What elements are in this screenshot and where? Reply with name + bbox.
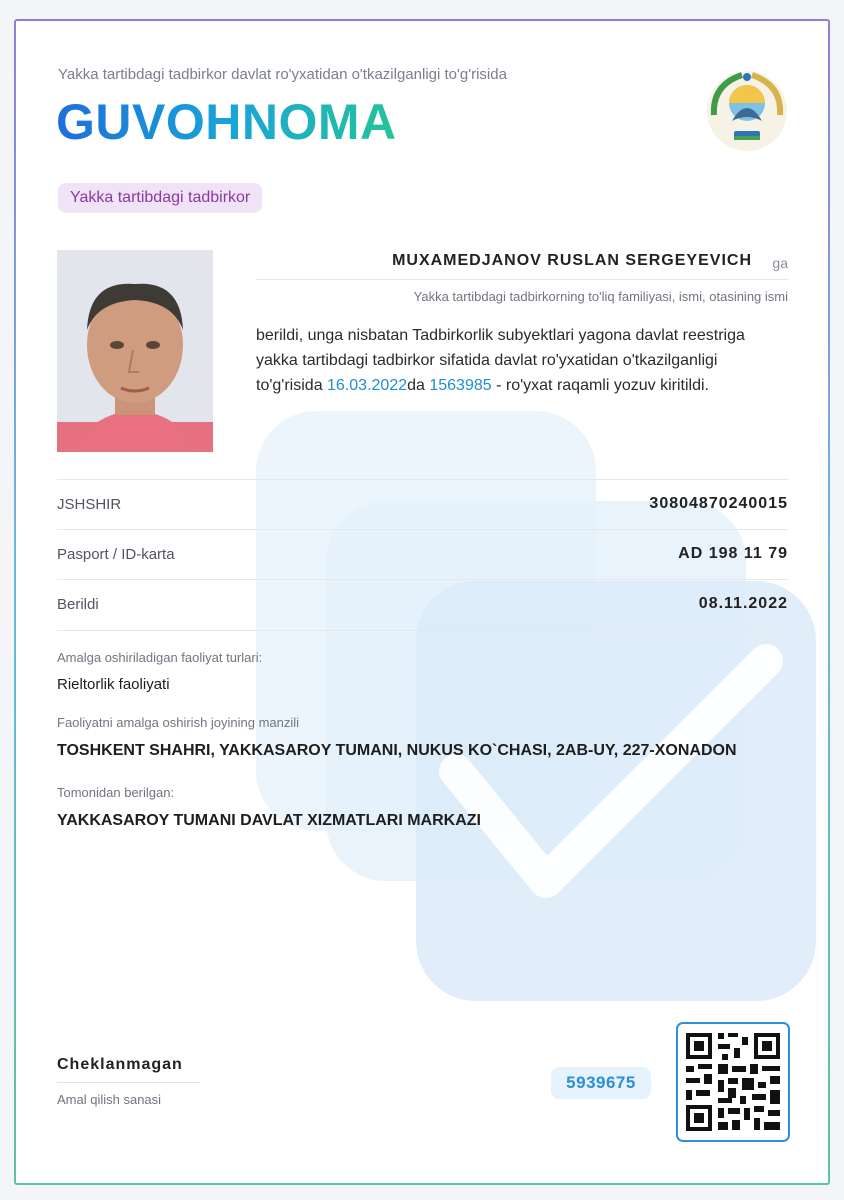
validity-value: Cheklanmagan (57, 1056, 183, 1073)
registration-date: 16.03.2022 (327, 377, 408, 394)
registration-number: 1563985 (429, 377, 492, 394)
detail-label: Pasport / ID-karta (57, 546, 175, 563)
detail-row-passport (57, 529, 788, 580)
owner-photo (57, 250, 213, 452)
statement-text-1: berildi, unga nisbatan Tadbirkorlik subyektlari yagona davlat reestriga yakka tartibdagi tadbirkor sifatida davlat ro'yxatidan o'tkazilganligi to'g'risida (256, 327, 745, 394)
owner-full-name: MUXAMEDJANOV RUSLAN SERGEYEVICH (392, 252, 752, 269)
statement-text-3: - ro'yxat raqamli yozuv kiritildi. (491, 377, 709, 394)
detail-label: Berildi (57, 596, 99, 613)
document-title: GUVOHNOMA (56, 94, 397, 150)
owner-name-divider (256, 279, 788, 280)
detail-value: AD 198 11 79 (678, 545, 788, 562)
entrepreneur-type-badge: Yakka tartibdagi tadbirkor (58, 183, 262, 213)
address-label: Faoliyatni amalga oshirish joyining manzili (57, 715, 300, 730)
validity-divider (57, 1082, 200, 1083)
registration-statement (256, 323, 788, 398)
detail-row-issued (57, 579, 788, 631)
statement-text-2: da (407, 377, 430, 394)
owner-name-caption: Yakka tartibdagi tadbirkorning to'liq familiyasi, ismi, otasining ismi (413, 289, 788, 304)
detail-value: 30804870240015 (649, 495, 788, 512)
certificate-card (14, 19, 830, 1185)
qr-code-icon[interactable] (676, 1022, 790, 1142)
address-value: TOSHKENT SHAHRI, YAKKASAROY TUMANI, NUKUS KO`CHASI, 2AB-UY, 227-XONADON (57, 742, 737, 759)
document-number-badge: 5939675 (551, 1067, 651, 1099)
owner-name-suffix: ga (772, 255, 788, 271)
detail-row-jshshir (57, 479, 788, 530)
issuer-value: YAKKASAROY TUMANI DAVLAT XIZMATLARI MARKAZI (57, 812, 481, 829)
detail-label: JSHSHIR (57, 496, 122, 513)
detail-value: 08.11.2022 (698, 595, 788, 612)
validity-label: Amal qilish sanasi (57, 1092, 162, 1107)
activity-value: Rieltorlik faoliyati (57, 676, 170, 693)
state-emblem-icon (702, 65, 792, 155)
activity-label: Amalga oshiriladigan faoliyat turlari: (57, 650, 263, 665)
document-subtitle: Yakka tartibdagi tadbirkor davlat ro'yxatidan o'tkazilganligi to'g'risida (58, 66, 507, 83)
issuer-label: Tomonidan berilgan: (57, 785, 175, 800)
